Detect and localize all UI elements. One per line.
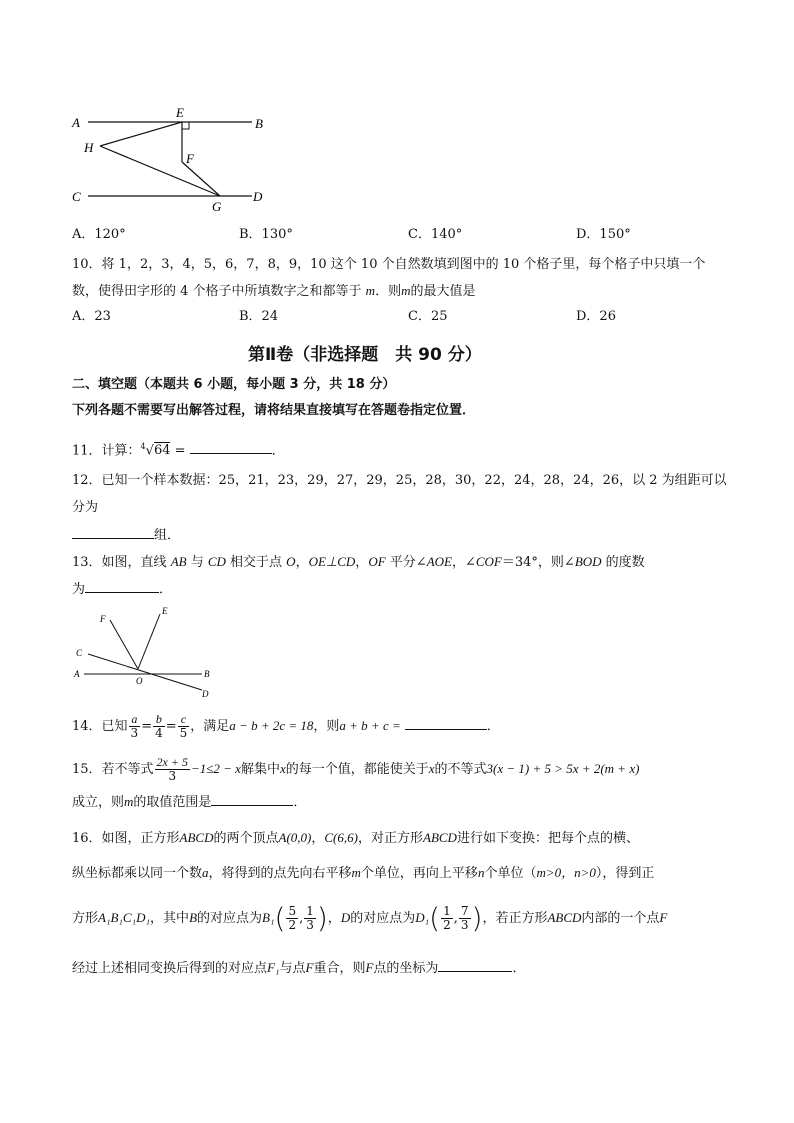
q16-d1f1-num: 1 (443, 904, 451, 918)
q12-line2: 分为 (72, 500, 99, 515)
q14-prefix: 14．已知 (72, 719, 128, 734)
q16-d1f2-den: 3 (460, 918, 469, 932)
fig1-label-c: C (72, 189, 81, 204)
q16-f2: F (305, 960, 314, 975)
q13-t8: ＝34°，则∠ (501, 555, 575, 570)
q13-t7: ，∠ (451, 555, 476, 570)
q16-pta: A(0,0) (278, 830, 312, 845)
q15-end: ． (293, 795, 307, 810)
fig2-label-d: D (202, 689, 209, 699)
fig2-label-f: F (100, 614, 106, 624)
q16-f1: F₁ (267, 960, 280, 975)
q10-line2 (72, 282, 475, 300)
q16-abcd: ABCD (179, 830, 214, 845)
q16-a1b1c1d1: A₁B₁C₁D₁ (98, 910, 151, 925)
q13-ab: AB (170, 554, 187, 569)
q12-end: 组． (154, 528, 181, 543)
q11-eq: = (170, 443, 190, 459)
q16-d1: D₁ (415, 910, 430, 925)
q16-b1f2-den: 3 (306, 918, 314, 932)
q16-a: a (202, 865, 209, 880)
fig1-label-h: H (84, 140, 94, 155)
q13-cof: COF (475, 554, 502, 569)
q16-t3: ，对正方形 (357, 831, 423, 846)
fig2-label-b: B (204, 669, 210, 679)
q14-answer-blank[interactable] (405, 717, 487, 730)
q13-aoe: AOE (426, 554, 452, 569)
q15-prefix: 15．若不等式 (72, 762, 154, 777)
q16-t11: ，其中 (150, 911, 190, 926)
q16-d1-x (441, 905, 453, 932)
q16-b: B (189, 910, 198, 925)
q12-line3 (72, 526, 180, 544)
q13-t6: 平分∠ (385, 555, 427, 570)
q13-end: ． (159, 582, 173, 597)
q16-n: n (477, 865, 485, 880)
q14-frac-b (153, 713, 165, 740)
q16-t7: 个单位，再向上平移 (360, 866, 478, 881)
q12-line1: 12．已知一个样本数据：25，21，23，29，27，29，25，28，30，22，24，28，24，26，以 2 为组距可以 (72, 473, 727, 488)
q14-frac-c (178, 713, 190, 740)
q12-answer-blank[interactable] (72, 526, 154, 539)
q16-b1-y (304, 905, 316, 932)
q10-m: m (365, 283, 376, 298)
q15-x2: x (428, 761, 435, 776)
fig1-label-d: D (253, 189, 263, 204)
q10-text: 数，使得田字形的 4 个格子中所填数字之和都等于 (72, 284, 366, 299)
q16-end: ． (512, 961, 526, 976)
q14-f1-num: a (129, 713, 141, 727)
q10-option-c: C．25 (408, 309, 448, 324)
fig2-label-e: E (162, 606, 168, 616)
q16-t19: 点的坐标为 (373, 961, 439, 976)
q16-b1f1-num: 5 (288, 904, 297, 918)
q13-t9: 的度数 (601, 555, 645, 570)
q15-answer-blank[interactable] (211, 793, 293, 806)
q16-line1 (72, 829, 639, 847)
q16-comma: ， (327, 911, 341, 926)
q16-t16: 经过上述相同变换后得到的对应点 (72, 961, 268, 976)
q13-cd: CD (207, 554, 226, 569)
q16-answer-blank[interactable] (438, 959, 512, 972)
q13-t3: 相交于点 (225, 555, 287, 570)
q13-of: OF (368, 554, 386, 569)
paren-left-icon: ( (429, 901, 441, 935)
q16-d: D (340, 910, 351, 925)
q16-f3: F (365, 960, 374, 975)
q13-answer-blank[interactable] (85, 580, 159, 593)
q13-line2 (72, 580, 172, 598)
q13-t4: ， (295, 555, 309, 570)
paren-left-icon: ( (274, 901, 286, 935)
q10-line1: 10．将 1，2，3，4，5，6，7，8，9，10 这个 10 个自然数填到图中的 10 个格子里，每个格子中只填一个 (72, 257, 706, 272)
q16-line2 (72, 864, 654, 882)
fig1-label-g: G (212, 199, 222, 214)
fig2-label-o: O (136, 676, 143, 686)
fig1-label-b: B (255, 116, 263, 131)
q16-abcd3: ABCD (547, 910, 582, 925)
q16-d1f1-den: 2 (443, 918, 451, 932)
q15-line2 (72, 793, 306, 811)
q16-line3: 方形A₁B₁C₁D₁，其中B的对应点为B₁( $\frac{5}{2}$ , $\frac{1}{3}$ )，D的对应点为D₁( $\frac{1}{2}$ , $\frac{7}{3}$ )，若正方形ABCD内部的一个点F (72, 901, 668, 935)
q16-cond: m>0，n>0 (536, 865, 596, 880)
fig2-label-c: C (76, 648, 83, 658)
q15-t1: 成立，则 (72, 795, 125, 810)
q11-radicand: 64 (153, 443, 171, 459)
q14-then: ，则 (313, 719, 340, 734)
q14-f3-den: 5 (179, 726, 188, 740)
q10-option-a: A．23 (72, 309, 111, 324)
section-title: 二、填空题（本题共 6 小题，每小题 3 分，共 18 分） (72, 377, 396, 392)
q13-line1 (72, 553, 645, 571)
q11-prefix: 11．计算： (72, 443, 141, 459)
q16-b1f2-num: 1 (306, 904, 314, 918)
q10-option-b: B．24 (239, 309, 279, 324)
q13-t5: ， (355, 555, 369, 570)
q14-mid: ，满足 (190, 719, 230, 734)
q13-bod: BOD (574, 554, 602, 569)
q16-t18: 重合，则 (313, 961, 366, 976)
q13-t2: 与 (186, 555, 208, 570)
q15-ineq2: 3(x − 1) + 5 > 5x + 2(m + x) (486, 761, 640, 776)
fig2-label-a: A (74, 669, 80, 679)
q9-option-a: A．120° (72, 227, 126, 242)
q15-mid3: 的不等式 (434, 762, 487, 777)
q16-sep: ， (311, 831, 325, 846)
q16-abcd2: ABCD (423, 830, 457, 845)
q16-line4 (72, 959, 525, 977)
q16-t15: 内部的一个点 (581, 911, 660, 926)
fig1-label-e: E (176, 105, 184, 120)
q16-t13: 的对应点为 (350, 911, 416, 926)
q13-wei: 为 (72, 582, 86, 597)
q9-option-d: D．150° (576, 227, 631, 242)
q14-cond: a − b + 2c = 18 (229, 718, 314, 733)
fig1-label-f: F (186, 151, 194, 166)
q15-line1 (72, 751, 639, 788)
q11-answer-blank[interactable] (190, 441, 272, 454)
q13-t1: 13．如图，直线 (72, 555, 171, 570)
q14-ask: a + b + c = (339, 718, 401, 733)
q9-option-b: B．130° (239, 227, 293, 242)
q14-f1-den: 3 (130, 726, 139, 740)
q9-option-c: C．140° (408, 227, 463, 242)
q16-t2: 的两个顶点 (213, 831, 279, 846)
paren-right-icon: ) (471, 901, 483, 935)
q16-b1-x (286, 905, 298, 932)
radical-icon: √ (145, 443, 154, 459)
q16-b1f1-den: 2 (288, 918, 297, 932)
q11-root-index: 4 (140, 442, 146, 451)
q16-t9: ），得到正 (595, 866, 655, 881)
q10-m2: m (401, 283, 411, 298)
q16-t6: ，将得到的点先向右平移 (208, 866, 352, 881)
q15-mid: 解集中 (240, 762, 280, 777)
q16-t10: 方形 (72, 911, 99, 926)
q13-oe: OE⊥CD (308, 554, 356, 569)
q16-t12: 的对应点为 (197, 911, 263, 926)
q10-text3: 的最大值是 (410, 284, 476, 299)
figure-intersecting-lines (70, 602, 220, 702)
q16-d1-y (459, 905, 471, 932)
q15-t2: 的取值范围是 (133, 795, 212, 810)
q15-m: m (124, 794, 134, 809)
q10-option-d: D．26 (576, 309, 616, 324)
q16-ptc: C(6,6) (324, 830, 358, 845)
q16-t1: 16．如图，正方形 (72, 831, 180, 846)
q15-x: x (279, 761, 286, 776)
figure-parallel-lines (60, 100, 280, 220)
q14-f2-num: b (153, 713, 165, 727)
q16-f: F (659, 910, 668, 925)
q16-t4: 进行如下变换：把每个点的横、 (456, 831, 639, 846)
q14-end: ． (486, 719, 500, 734)
q16-b1: B₁ (262, 910, 275, 925)
q15-frac-num: 2x + 5 (156, 755, 188, 769)
q15-ineq: −1≤2 − x (190, 761, 241, 776)
q11-line (72, 438, 285, 459)
q16-d1f2-num: 7 (460, 904, 469, 918)
q16-m: m (351, 865, 361, 880)
fig1-label-a: A (72, 115, 80, 130)
q14-f2-den: 4 (155, 726, 163, 740)
q14-f3-num: c (178, 713, 190, 727)
q15-frac (155, 756, 190, 783)
q11-end: ． (271, 443, 285, 459)
q16-t14: ，若正方形 (482, 911, 548, 926)
q14-line: 14．已知 $\frac{a}{3}$ = $\frac{b}{4}$ = $\frac{c}{5}$ ，满足a − b + 2c = 18，则a + b + c = ． (72, 712, 500, 740)
q15-frac-den: 3 (168, 769, 177, 783)
q16-t8: 个单位（ (484, 866, 537, 881)
q10-text2: ．则 (375, 284, 402, 299)
q16-t17: 与点 (279, 961, 306, 976)
q13-o: O (286, 554, 296, 569)
section-instruction: 下列各题不需要写出解答过程，请将结果直接填写在答题卷指定位置． (72, 403, 476, 418)
q16-t5: 纵坐标都乘以同一个数 (72, 866, 203, 881)
q15-mid2: 的每一个值，都能使关于 (285, 762, 429, 777)
q14-frac-a (129, 713, 141, 740)
paren-right-icon: ) (316, 901, 328, 935)
part2-title: 第Ⅱ卷（非选择题 共 90 分） (248, 345, 482, 365)
